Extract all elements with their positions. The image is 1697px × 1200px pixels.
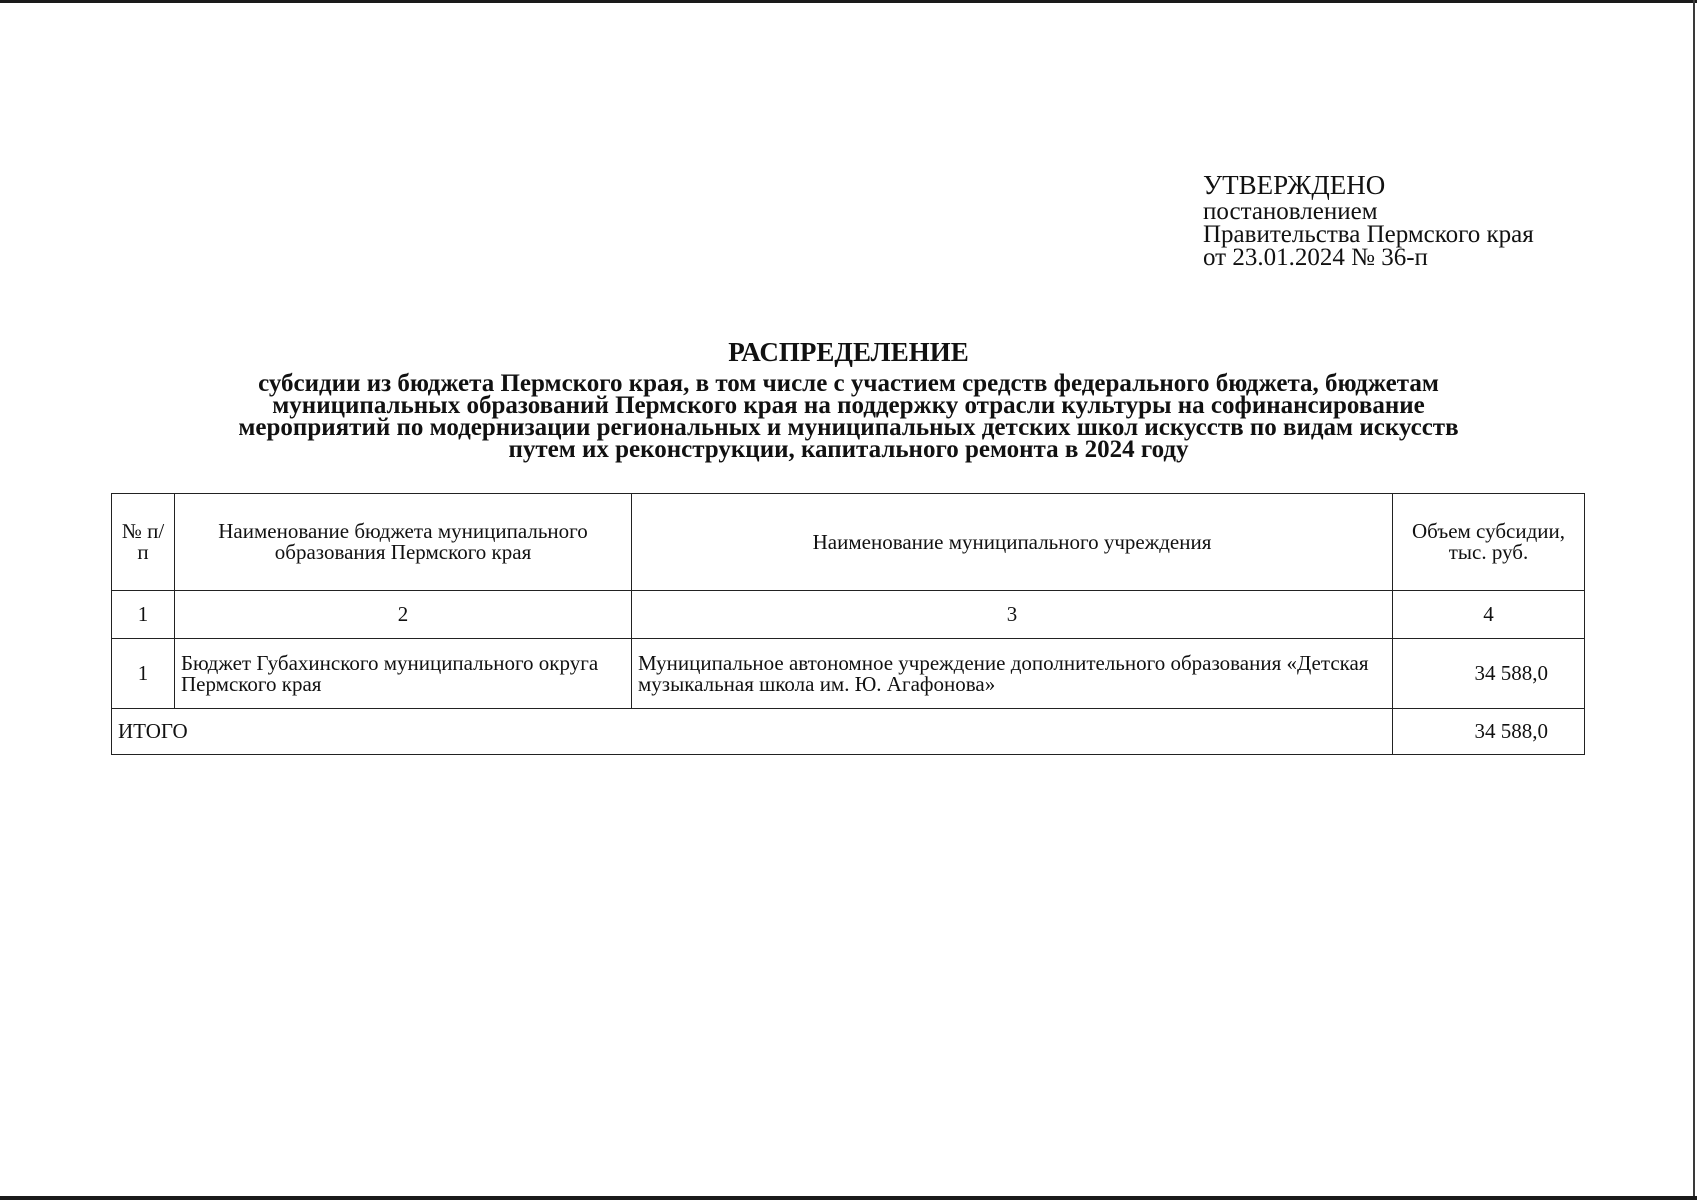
table-header-row: [112, 494, 1585, 591]
subtitle-line: мероприятий по модернизации региональных и муниципальных детских школ искусств по видам искусств: [238, 414, 1459, 441]
column-number: 3: [632, 591, 1393, 639]
document-title: РАСПРЕДЕЛЕНИЕ: [728, 337, 969, 367]
approval-heading: УТВЕРЖДЕНО: [1203, 170, 1386, 200]
header-amount: Объем субсидии, тыс. руб.: [1393, 494, 1585, 591]
approval-line-3: от 23.01.2024 № 36-п: [1203, 244, 1428, 271]
column-number-row: [112, 591, 1585, 639]
scan-edge-right: [1693, 0, 1695, 1200]
scan-edge-top: [0, 0, 1697, 3]
subtitle-line: путем их реконструкции, капитального ремонта в 2024 году: [508, 436, 1189, 463]
subtitle-line: субсидии из бюджета Пермского края, в том числе с участием средств федерального бюджета, бюджетам: [258, 370, 1439, 397]
row-amount: 34 588,0: [1393, 639, 1585, 709]
scan-edge-bottom: [0, 1196, 1697, 1200]
total-amount: 34 588,0: [1393, 709, 1585, 755]
column-number: 2: [175, 591, 632, 639]
total-label: ИТОГО: [112, 709, 1393, 755]
approval-line-2: Правительства Пермского края: [1203, 221, 1534, 248]
header-number: № п/п: [112, 494, 175, 591]
distribution-table: [111, 493, 1585, 755]
total-row: [112, 709, 1585, 755]
approval-line-1: постановлением: [1203, 198, 1378, 225]
approval-stamp: [1203, 172, 1534, 269]
row-institution: Муниципальное автономное учреждение дополнительного образования «Детская музыкальная школа им. Ю. Агафонова»: [632, 639, 1393, 709]
row-number: 1: [112, 639, 175, 709]
row-budget: Бюджет Губахинского муниципального округа Пермского края: [175, 639, 632, 709]
subtitle-line: муниципальных образований Пермского края на поддержку отрасли культуры на софинансирование: [272, 392, 1425, 419]
table-row: [112, 639, 1585, 709]
header-institution: Наименование муниципального учреждения: [632, 494, 1393, 591]
document-subtitle: [140, 370, 1557, 463]
column-number: 1: [112, 591, 175, 639]
column-number: 4: [1393, 591, 1585, 639]
header-budget: Наименование бюджета муниципального образования Пермского края: [175, 494, 632, 591]
